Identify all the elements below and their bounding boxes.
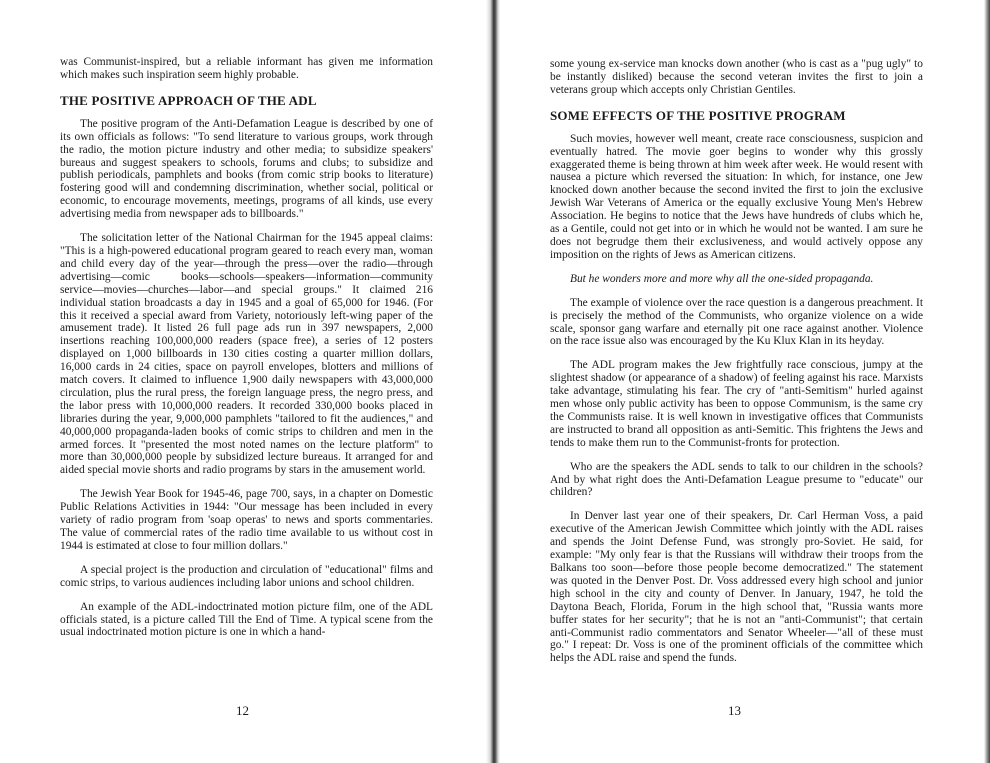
left-paragraph-2: The positive program of the Anti-Defamation League is described by one of its own officials as follows: "To send literature to various groups, work through the radio, the motion picture industry and other media; to subsidize speakers' bureaus and suggest speakers to schools, forums and clubs; to subsidize and publish periodicals, pamphlets and books (from comic strip books to literature) fostering good will and condemning discrimination, whether social, political or economic, to encourage movements, meetings, programs of all kinds, use every advertising media from newspaper ads to billboards." [60, 117, 433, 221]
right-paragraph-3: But he wonders more and more why all the one-sided propaganda. [570, 272, 874, 285]
right-page [500, 0, 990, 763]
right-page-text [550, 58, 923, 676]
right-paragraph-6: Who are the speakers the ADL sends to talk to our children in the schools? And by what right does the Anti-Defamation League presume to "educate" our children? [550, 460, 923, 499]
left-page [0, 0, 488, 763]
left-paragraph-1: was Communist-inspired, but a reliable informant has given me information which makes such inspiration seem highly probable. [60, 56, 433, 81]
left-paragraph-4: The Jewish Year Book for 1945-46, page 700, says, in a chapter on Domestic Public Relations Activities in 1944: "Our message has been included in every variety of radio program from 'soap operas' to news and sports commentaries. The value of commercial rates of the radio time available to us without cost in 1944 is estimated at close to four million dollars." [60, 488, 433, 552]
right-section-heading: SOME EFFECTS OF THE POSITIVE PROGRAM [550, 107, 846, 123]
left-page-number: 12 [236, 703, 249, 718]
left-page-text [60, 56, 433, 650]
right-paragraph-7: In Denver last year one of their speakers, Dr. Carl Herman Voss, a paid executive of the American Jewish Committee which jointly with the ADL raises and spends the Joint Defense Fund, was strongly pro-Soviet. He said, for example: "My only fear is that the Russians will withdraw their troops from the Balkans too soon—before those people become democratized." The statement was quoted in the Denver Post. Dr. Voss addressed every high school and junior high school in the city and county of Denver. In January, 1947, he told the Daytona Beach, Florida, Forum in the high school that, "Russia wants more buffer states for her security"; that he is not an "anti-Communist"; that certain anti-Communist radio commentators and Senator Wheeler—"all of these must go." I repeat: Dr. Voss is one of the prominent officials of the committee which helps the ADL raise and spend the funds. [550, 510, 923, 665]
left-paragraph-3: The solicitation letter of the National Chairman for the 1945 appeal claims: "This is a high-powered educational program geared to reach every man, woman and child every day of the year—through the press—over the radio—through advertising—comic books—schools—speakers—information—community service—movies—churches—labor—and special groups." It claimed 216 individual station broadcasts a day in 1945 and a goal of 65,000 for 1946. (For this it received a special award from Variety, notoriously left-wing paper of the amusement trade). It listed 26 full page ads run in 397 newspapers, 2,000 insertions reaching 100,000,000 readers (space free), a series of 12 posters displayed on 1,000 billboards in 130 cities costing a quarter million dollars, 16,000 cards in 24 cities, space on payroll envelopes, blotters and millions of match covers. It claimed to influence 1,900 daily newspapers with 43,000,000 circulation, plus the rural press, the foreign language press, the negro press, and the labor press with 10,000,000 readers. It recorded 330,000 books placed in libraries during the year, 9,000,000 pamphlets "tailored to fit the audiences," and 40,000,000 propaganda-laden books of comic strips to children and men in the armed forces. It "presented the most noted names on the lecture platform" to more than 30,000,000 people by subsidized lecture bureaus. It arranged for and aided special movie shorts and radio programs by stars in the amusement world. [60, 232, 433, 477]
right-paragraph-4: The example of violence over the race question is a dangerous preachment. It is precisely the method of the Communists, who organize violence on a wide scale, sponsor gang warfare and eternally pit one race against another. Violence on the race issue also was encouraged by the Ku Klux Klan in its heyday. [550, 296, 923, 348]
right-paragraph-5: The ADL program makes the Jew frightfully race conscious, jumpy at the slightest shadow (or appearance of a shadow) of feeling against his race. Marxists take advantage, stimulating his fear. The cry of "anti-Semitism" hurled against men whose only public activity has been to oppose Communism, is the same cry the Communists raise. It is well known in investigative offices that Communists are instructed to brand all opposition as anti-Semitic. This frightens the Jews and tends to make them run to the Communist-fronts for protection. [550, 359, 923, 449]
left-paragraph-6: An example of the ADL-indoctrinated motion picture film, one of the ADL officials stated, is a picture called Till the End of Time. A typical scene from the usual indoctrinated motion picture is one in which a hand- [60, 600, 433, 639]
right-page-number: 13 [728, 703, 741, 718]
right-paragraph-1: some young ex-service man knocks down another (who is cast as a "pug ugly" to be instantly disliked) because the second veteran invites the first to join a veterans group which accepts only Christian Gentiles. [550, 58, 923, 96]
page-edge [984, 0, 990, 763]
left-section-heading: THE POSITIVE APPROACH OF THE ADL [60, 92, 317, 108]
right-paragraph-2: Such movies, however well meant, create race consciousness, suspicion and eventually hatred. The movie goer begins to wonder why this grossly exaggerated theme is being thrown at him week after week. He would resent with nausea a picture which reversed the situation: In which, for instance, one Jew knocked down another because the second invited the first to join the exclusive Jewish War Veterans of America or the equally exclusive Young Men's Hebrew Association. He begins to notice that the Jews have hundreds of clubs which he, as a Gentile, could not get into or in which he would not be wanted. I am sure he does not begrudge them their exclusiveness, and would actively oppose any imposition on the rights of Jews as American citizens. [550, 132, 923, 261]
left-paragraph-5: A special project is the production and circulation of "educational" films and comic strips, to various audiences including labor unions and school children. [60, 563, 433, 589]
book-gutter [486, 0, 500, 763]
